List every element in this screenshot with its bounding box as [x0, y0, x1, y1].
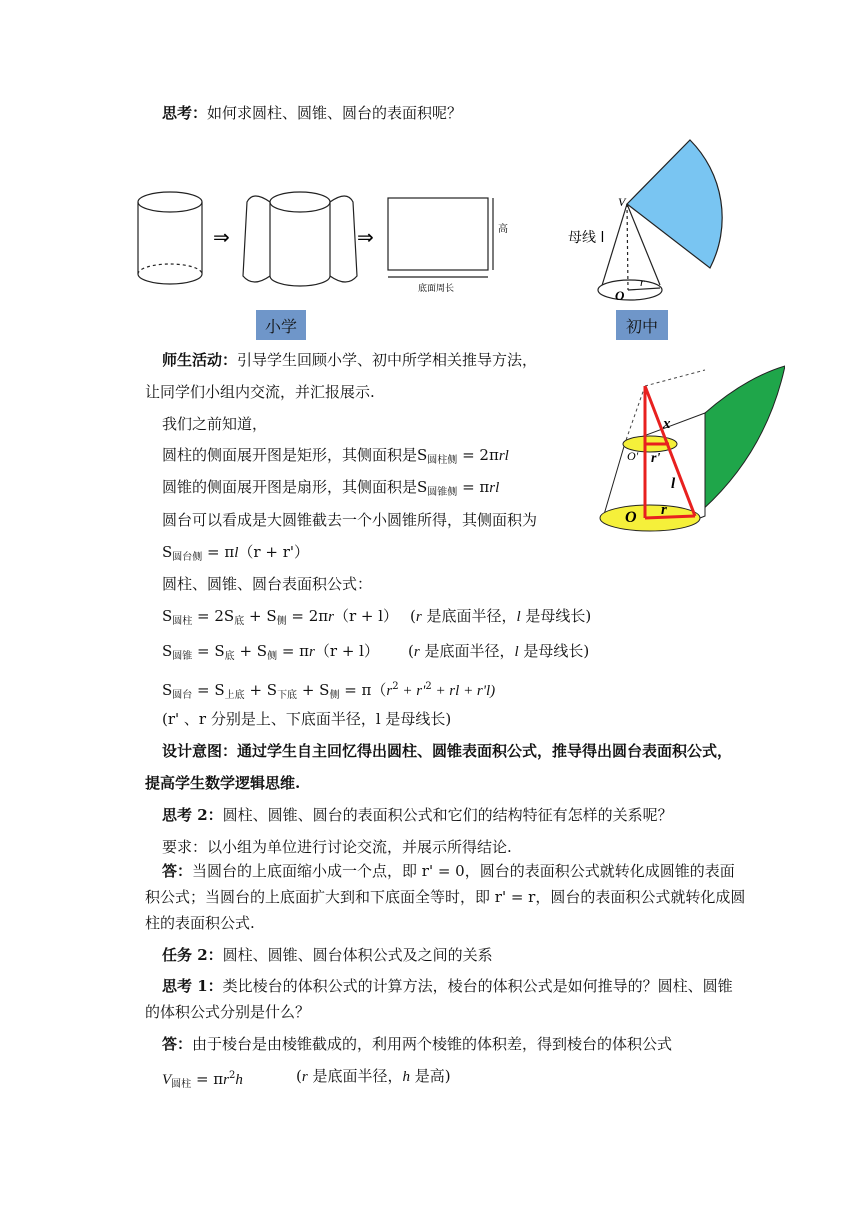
cone-generatrix-label: 母线 l — [568, 230, 605, 246]
formula-cone: $S_{圆锥} = S_底 + S_侧 = \pi r(r + l)$ — [162, 642, 379, 662]
frustum-intro-line: 圆台可以看成是大圆锥截去一个小圆锥所得，其侧面积为 — [162, 511, 538, 529]
arrow-2: ⇒ — [357, 225, 374, 249]
activity-line-1 — [162, 349, 537, 371]
think-question-1 — [162, 102, 462, 124]
answer-1-line-3: 柱的表面积公式. — [145, 914, 255, 932]
cone-vertex-label: V — [618, 195, 626, 209]
formula-frustum-note: (r' 、r 分别是上、下底面半径，l 是母线长) — [162, 710, 452, 728]
requirement-line: 要求：以小组为单位进行讨论交流，并展示所得结论. — [162, 838, 512, 856]
arrow-1: ⇒ — [213, 225, 230, 249]
answer-2-line: 答：由于棱台是由棱锥截成的，利用两个棱锥的体积差，得到棱台的体积公式 — [162, 1035, 673, 1053]
volume-cylinder-note: (r 是底面半径，h 是高) — [296, 1067, 451, 1085]
label-l: l — [671, 476, 676, 492]
cone-center-label: O — [615, 288, 625, 303]
think-text: 如何求圆柱、圆锥、圆台的表面积呢？ — [207, 104, 463, 122]
formula-cylinder-note: (r 是底面半径，l 是母线长) — [410, 607, 592, 625]
cone-sector-figure — [560, 130, 735, 310]
cylinder-drawing — [138, 192, 202, 284]
rectangle-drawing — [388, 198, 493, 277]
known-line: 我们之前知道， — [162, 415, 268, 433]
cylinder-side-line: 圆柱的侧面展开图是矩形，其侧面积是$S_{圆柱侧} = 2\pi rl$ — [162, 446, 509, 466]
tag-junior-high: 初中 — [616, 310, 668, 340]
frustum-sector — [693, 366, 785, 518]
formula-cylinder: $S_{圆柱} = 2S_底 + S_侧 = 2\pi r(r + l)$ — [162, 607, 399, 627]
think-question-3-line-1: 思考 1：类比棱台的体积公式的计算方法，棱台的体积公式是如何推导的？圆柱、圆锥 — [162, 977, 733, 995]
label-r-prime: r' — [651, 451, 661, 466]
cone-side-line: 圆锥的侧面展开图是扇形，其侧面积是$S_{圆锥侧} = \pi rl$ — [162, 478, 500, 498]
task-2-line: 任务 2：圆柱、圆锥、圆台体积公式及之间的关系 — [162, 946, 493, 964]
tag-primary-school: 小学 — [256, 310, 306, 340]
activity-line-2: 让同学们小组内交流，并汇报展示. — [145, 383, 375, 401]
surface-title-line: 圆柱、圆锥、圆台表面积公式： — [162, 575, 373, 593]
activity-text-1: 引导学生回顾小学、初中所学相关推导方法， — [237, 351, 538, 369]
frustum-side-line: $S_{圆台侧} = \pi l(r + r')$ — [162, 543, 309, 563]
label-o-prime: O' — [627, 449, 639, 463]
answer-1-line-1: 答：当圆台的上底面缩小成一个点，即 r' = 0，圆台的表面积公式就转化成圆锥的表面 — [162, 862, 735, 880]
frustum-figure — [595, 358, 785, 536]
label-o: O — [625, 509, 637, 526]
formula-cone-note: (r 是底面半径，l 是母线长) — [408, 642, 590, 660]
think-label: 思考： — [162, 104, 208, 122]
label-x: x — [663, 416, 671, 432]
label-r: r — [661, 502, 667, 518]
think-question-3-line-2: 的体积公式分别是什么？ — [145, 1003, 311, 1021]
height-label: 高 — [498, 224, 508, 235]
formula-frustum: $S_{圆台} = S_{上底} + S_{下底} + S_侧 = \pi(r^2 + r'^2$ + rl + r'l) — [162, 681, 496, 701]
activity-label: 师生活动： — [162, 351, 238, 369]
think-question-2: 思考 2：圆柱、圆锥、圆台的表面积公式和它们的结构特征有怎样的关系呢？ — [162, 806, 673, 824]
unrolling-cylinder-drawing — [243, 192, 357, 286]
design-line-2: 提高学生数学逻辑思维. — [145, 774, 301, 792]
answer-1-line-2: 积公式；当圆台的上底面扩大到和下底面全等时，即 r' = r，圆台的表面积公式就转化成圆 — [145, 888, 746, 906]
cone-radius-label: r — [640, 275, 645, 289]
design-line-1: 设计意图：通过学生自主回忆得出圆柱、圆锥表面积公式，推导得出圆台表面积公式， — [162, 742, 733, 760]
base-perimeter-label: 底面周长 — [418, 284, 455, 294]
volume-cylinder-formula: $V_{圆柱} = \pi r^2h$ — [162, 1070, 243, 1090]
cone-sector — [627, 140, 722, 268]
cylinder-unfold-figure — [125, 180, 525, 310]
